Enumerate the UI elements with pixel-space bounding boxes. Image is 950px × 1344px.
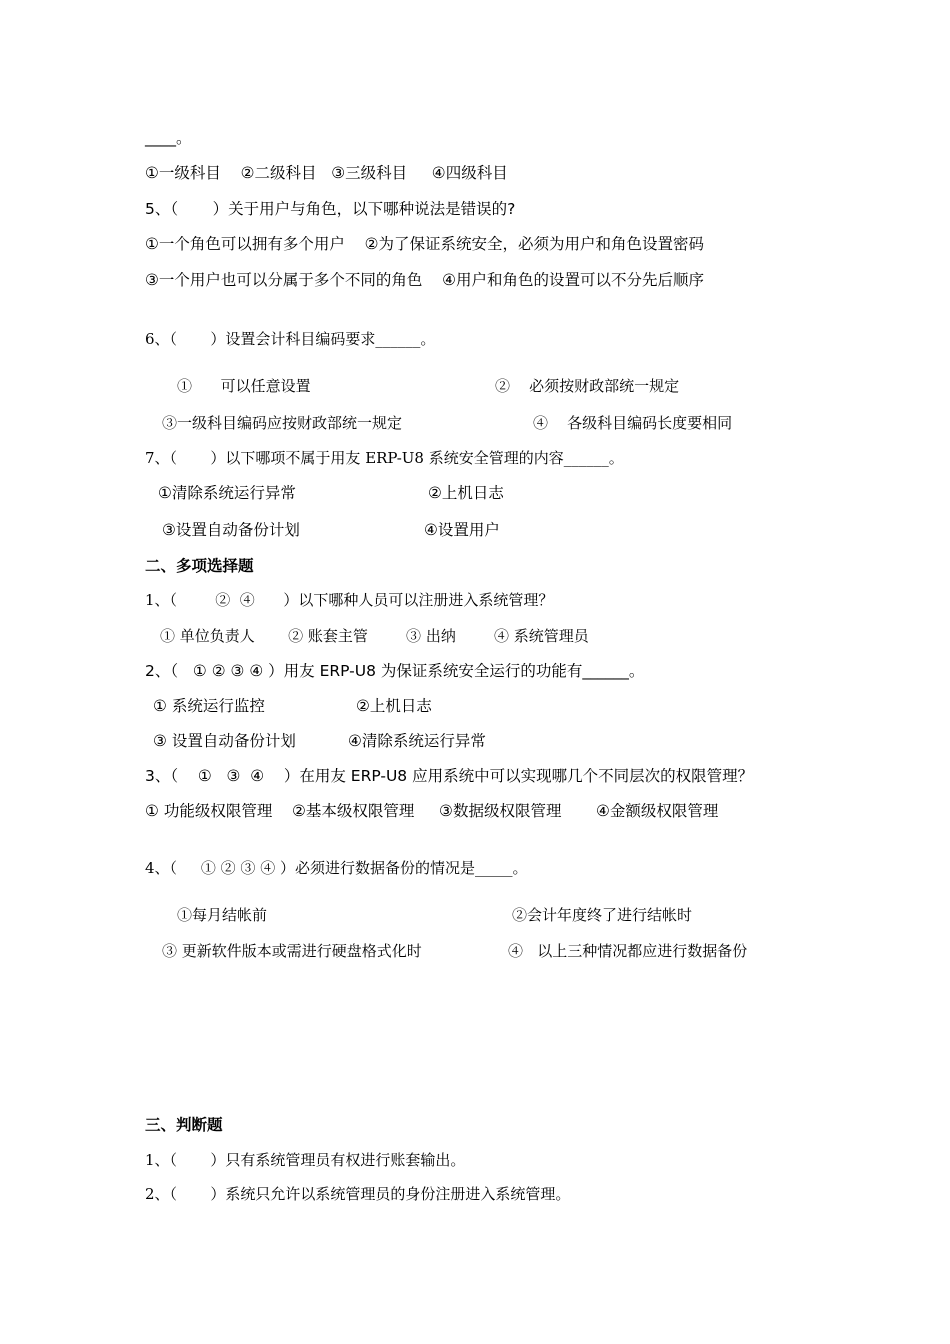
multi-question-2-option-1: ① 系统运行监控: [153, 697, 265, 715]
question-7-option-4: ④设置用户: [424, 521, 500, 539]
question-6-option-4: ④ 各级科目编码长度要相同: [533, 414, 733, 432]
section-true-false-heading: 三、判断题: [145, 1116, 223, 1134]
q4-options: ①一级科目 ②二级科目 ③三级科目 ④四级科目: [145, 164, 508, 182]
multi-question-1-options: ① 单位负责人 ② 账套主管 ③ 出纳 ④ 系统管理员: [160, 627, 589, 645]
multi-question-4-option-4: ④ 以上三种情况都应进行数据备份: [508, 942, 748, 960]
question-6: 6、（ ）设置会计科目编码要求______。: [145, 330, 436, 348]
question-6-option-2: ② 必须按财政部统一规定: [495, 377, 680, 395]
question-7: 7、（ ）以下哪项不属于用友 ERP-U8 系统安全管理的内容______。: [145, 449, 624, 467]
multi-question-4: 4、（ ① ② ③ ④ ）必须进行数据备份的情况是_____。: [145, 859, 528, 877]
question-5-options-b: ③一个用户也可以分属于多个不同的角色 ④用户和角色的设置可以不分先后顺序: [145, 271, 705, 289]
multi-question-1: 1、（ ② ④ ）以下哪种人员可以注册进入系统管理？: [145, 591, 554, 609]
judge-question-1: 1、（ ）只有系统管理员有权进行账套输出。: [145, 1151, 466, 1169]
multi-question-4-option-1: ①每月结帐前: [177, 906, 268, 924]
multi-question-3-options: ① 功能级权限管理 ②基本级权限管理 ③数据级权限管理 ④金额级权限管理: [145, 802, 719, 820]
multi-question-4-option-2: ②会计年度终了进行结帐时: [512, 906, 693, 924]
multi-question-4-option-3: ③ 更新软件版本或需进行硬盘格式化时: [162, 942, 422, 960]
question-5-options-a: ①一个角色可以拥有多个用户 ②为了保证系统安全，必须为用户和角色设置密码: [145, 235, 705, 253]
question-7-option-3: ③设置自动备份计划: [162, 521, 300, 539]
question-6-option-3: ③一级科目编码应按财政部统一规定: [162, 414, 403, 432]
question-7-option-2: ②上机日志: [428, 484, 504, 502]
judge-question-2: 2、（ ）系统只允许以系统管理员的身份注册进入系统管理。: [145, 1185, 571, 1203]
q4-tail: ____。: [145, 129, 192, 147]
multi-question-2-option-2: ②上机日志: [356, 697, 432, 715]
question-5: 5、（ ）关于用户与角色，以下哪种说法是错误的?: [145, 200, 516, 218]
question-7-option-1: ①清除系统运行异常: [158, 484, 296, 502]
multi-question-3: 3、（ ① ③ ④ ）在用友 ERP-U8 应用系统中可以实现哪几个不同层次的权限管理？: [145, 767, 754, 785]
question-6-option-1: ① 可以任意设置: [177, 377, 311, 395]
section-multiple-choice-heading: 二、多项选择题: [145, 557, 254, 575]
multi-question-2-option-4: ④清除系统运行异常: [348, 732, 486, 750]
multi-question-2-option-3: ③ 设置自动备份计划: [153, 732, 296, 750]
multi-question-2: 2、（ ① ② ③ ④ ）用友 ERP-U8 为保证系统安全运行的功能有______。: [145, 662, 645, 680]
